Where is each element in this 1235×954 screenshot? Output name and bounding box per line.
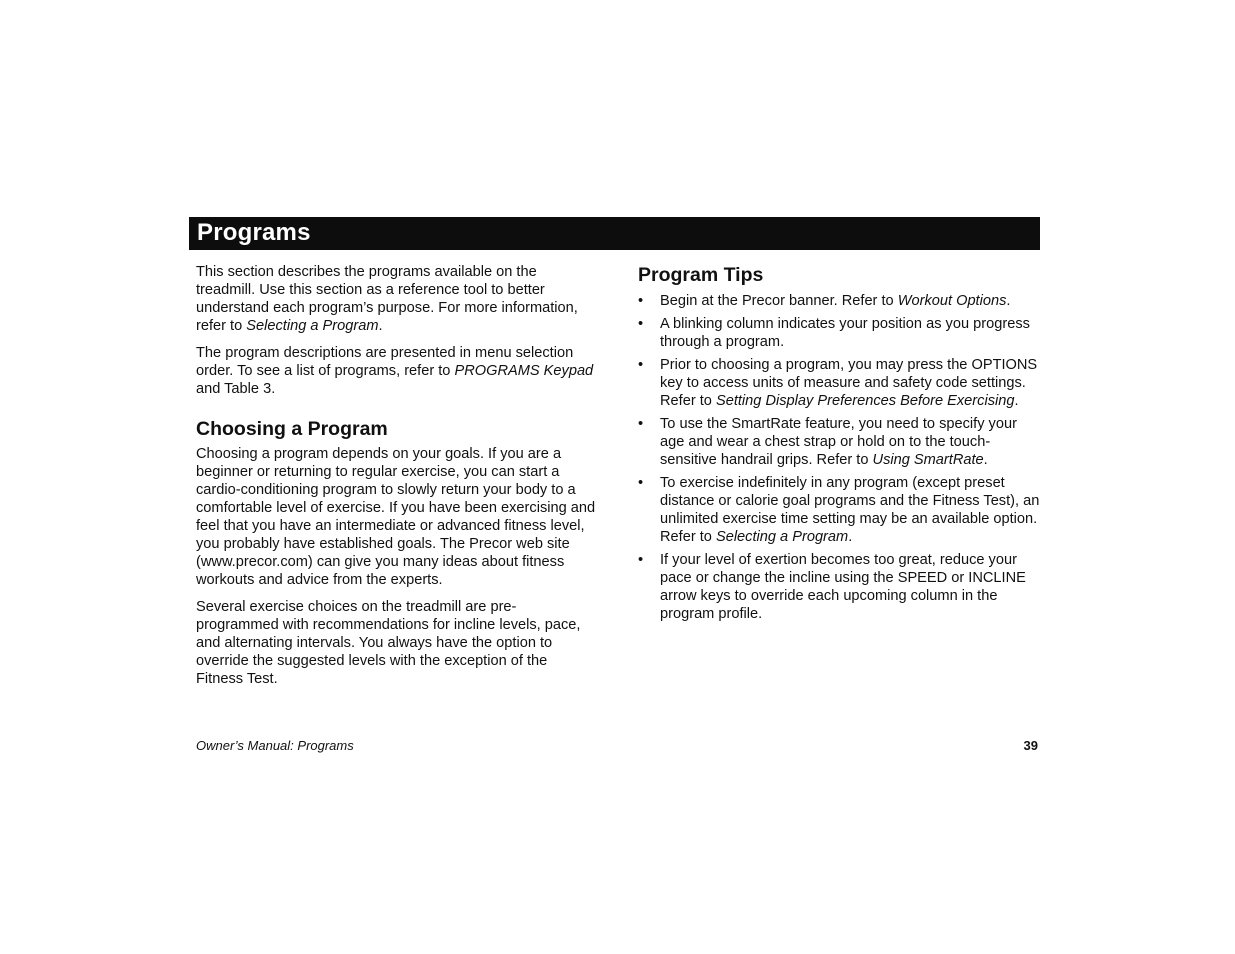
tip-item (638, 356, 1040, 410)
tip-end: . (983, 452, 988, 468)
left-column (196, 263, 596, 697)
program-tips-list (638, 292, 1040, 623)
intro-paragraph-1-text: This section describes the programs available on the treadmill. Use this section as a reference tool to better understand each program’s purpose. For more information, refer to (196, 264, 578, 334)
choosing-paragraph-1: Choosing a program depends on your goals. If you are a beginner or returning to regular exercise, you can start a cardio-conditioning program to slowly return your body to a comfortable level of exercise. If you have been exercising and feel that you have an intermediate or advanced fitness level, you probably have established goals. The Precor web site (www.precor.com) can give you many ideas about fitness workouts and advice from the experts. (196, 446, 596, 588)
intro-paragraph-1-reference: Selecting a Program (246, 318, 379, 334)
tip-text: If your level of exertion becomes too great, reduce your pace or change the incline using the SPEED or INCLINE arrow keys to override each upcoming column in the program profile. (660, 552, 1026, 622)
tip-text: To exercise indefinitely in any program (except preset distance or calorie goal programs and the Fitness Test), an unlimited exercise time setting may be an available option. Refer to (660, 475, 1040, 545)
tip-end: . (848, 529, 853, 545)
bullet-icon: • (638, 475, 644, 491)
tip-text: Begin at the Precor banner. Refer to (660, 293, 898, 309)
tip-item (638, 474, 1040, 546)
page-title: Programs (197, 219, 311, 246)
tip-reference: Setting Display Preferences Before Exercising (715, 393, 1015, 409)
tip-text: To use the SmartRate feature, you need to specify your age and wear a chest strap or hold on to the touch-sensitive handrail grips. Refer to (660, 416, 1017, 468)
tip-item (638, 415, 1040, 469)
tip-reference: Workout Options (897, 293, 1007, 309)
intro-paragraph-2 (196, 344, 596, 398)
tip-item (638, 551, 1040, 623)
footer-manual-title: Owner’s Manual: Programs (196, 738, 354, 753)
tip-item (638, 292, 1040, 310)
page-number: 39 (1023, 738, 1038, 753)
tip-reference: Using SmartRate (872, 452, 984, 468)
bullet-icon: • (638, 316, 644, 332)
right-column (638, 263, 1040, 628)
bullet-icon: • (638, 293, 644, 309)
intro-paragraph-2-reference: PROGRAMS Keypad (454, 363, 594, 379)
intro-paragraph-2-text: The program descriptions are presented in menu selection order. To see a list of programs, refer to (196, 345, 574, 379)
choosing-a-program-heading: Choosing a Program (196, 418, 388, 440)
tip-end: . (1014, 393, 1019, 409)
tip-text: Prior to choosing a program, you may press the OPTIONS key to access units of measure and safety code settings. Refer to (660, 357, 1038, 409)
intro-paragraph-1 (196, 263, 596, 335)
section-title-bar (189, 217, 1040, 250)
bullet-icon: • (638, 416, 644, 432)
intro-paragraph-2-end: and Table 3. (196, 381, 276, 397)
tip-reference: Selecting a Program (715, 529, 849, 545)
tip-item (638, 315, 1040, 351)
bullet-icon: • (638, 552, 644, 568)
tip-text: A blinking column indicates your position as you progress through a program. (660, 316, 1030, 350)
program-tips-heading: Program Tips (638, 264, 764, 286)
intro-paragraph-1-end: . (378, 318, 383, 334)
tip-end: . (1006, 293, 1011, 309)
bullet-icon: • (638, 357, 644, 373)
choosing-paragraph-2: Several exercise choices on the treadmill are pre-programmed with recommendations for incline levels, pace, and alternating intervals. You always have the option to override the suggested levels with the exception of the Fitness Test. (196, 599, 581, 687)
